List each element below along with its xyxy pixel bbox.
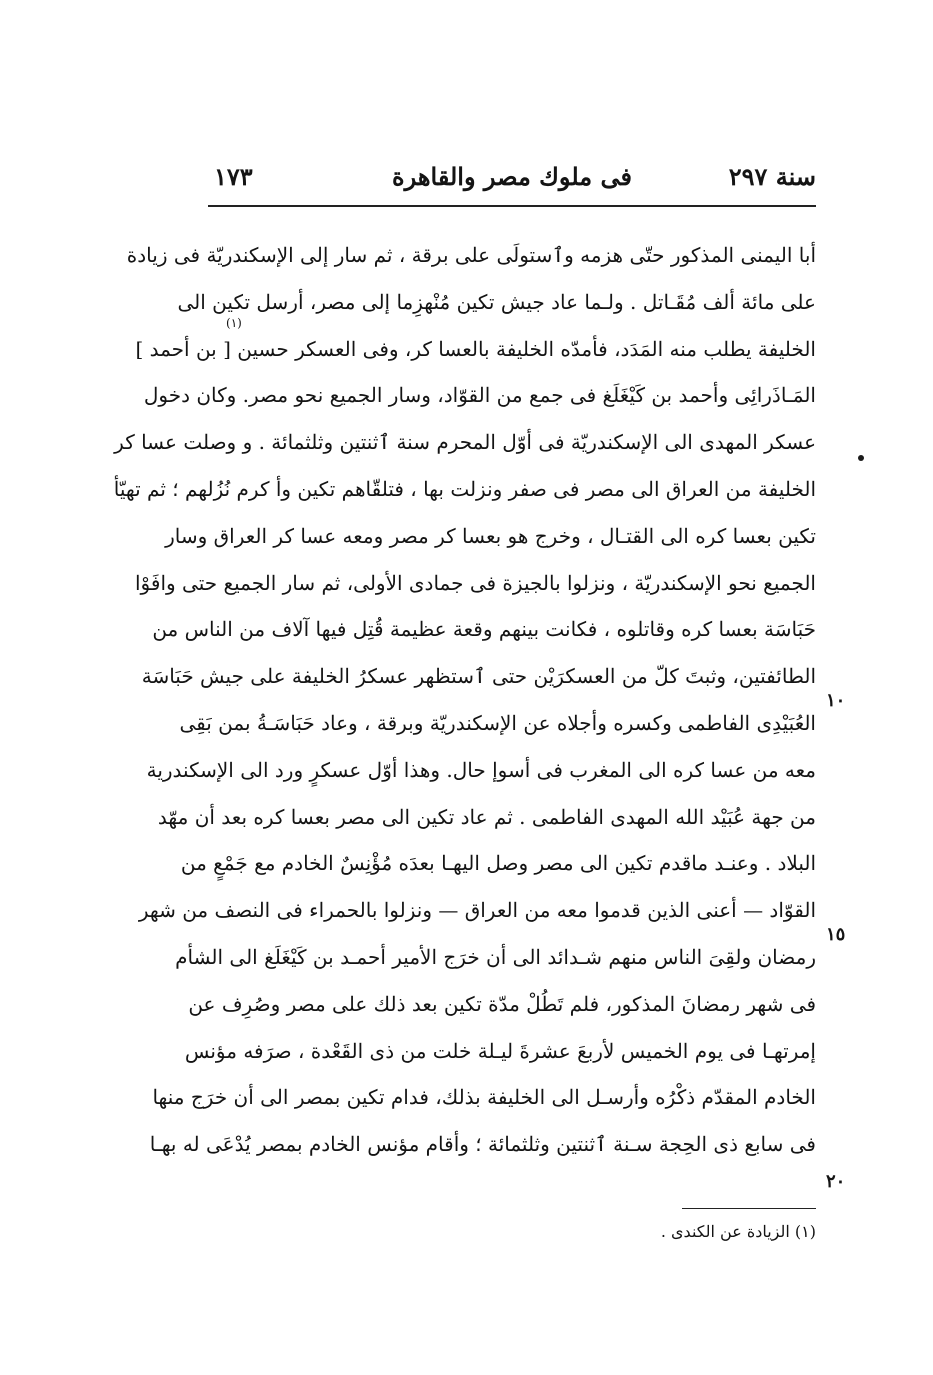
text-line: الجميع نحو الإسكندريّة ، ونزلوا بالجيزة فى جمادى الأولى، ثم سار الجميع حتى وافَوْا xyxy=(135,570,816,595)
text-line: العُبَيْدِى‌ الفاطمى‌ وكسره وأجلاه عن الإسكندريّة وبرقة ، وعاد حَبَاسَـةُ بمن بَقِى xyxy=(179,710,816,735)
text-line: الخليفة من العراق الى مصر فى صفر ونزلت بها ، فتلقّاهم تكين وأ كرم نُزُلهم ؛ ثم تهيّأ xyxy=(113,476,816,501)
margin-line-number-15: ١٥ xyxy=(826,924,846,945)
header-rule xyxy=(208,205,816,207)
footnote-marker: (١) xyxy=(226,316,242,330)
text-line: من جهة عُبَيْد الله المهدى‌ الفاطمى‌ . ثم عاد تكين الى مصر بعسا كره بعد أن مهّد xyxy=(157,804,816,829)
text-line: عسكر المهدى‌ الى الإسكندريّة فى أوّل المحرم سنة ٱثنتين وثلثمائة . و وصلت عسا كر xyxy=(114,430,816,455)
text-line: البلاد . وعنـد ماقدم تكين الى مصر وصل اليهـا بعدَه مُؤْنِسٌ الخادم مع جَمْعٍ من xyxy=(180,851,816,876)
text-line: إمرتهـا فى يوم الخميس لأربعَ عشرةَ ليـلة خلت من ذى القَعْدة ، صرَفه مؤنس xyxy=(184,1038,816,1063)
text-line: الخليفة يطلب منه المَدَد، فأمدّه الخليفة بالعسا كر، وفى العسكر حسين [ بن أحمد ] xyxy=(135,336,816,361)
text-line: تكين بعسا كره الى القتـال ، وخرج هو بعسا كر مصر ومعه عسا كر العراق وسار xyxy=(165,523,816,548)
text-line: أبا اليمنى المذكور حتّى هزمه وٱستولَى على برقة ، ثم سار إلى الإسكندريّة فى زيادة xyxy=(126,243,816,267)
text-line: الطائفتين، وثبتَ كلّ من العسكرَيْن حتى ٱستظهر عسكرُ الخليفة على جيش حَبَاسَة xyxy=(141,664,816,689)
text-line: معه من عسا كره الى المغرب فى أسوإ حال. وهذا أوّل عسكرٍ ورد الى الإسكندرية xyxy=(146,757,816,782)
text-line: القوّاد — أعنى الذين قدموا معه من العراق — ونزلوا بالحمراء فى النصف من شهر xyxy=(138,898,816,923)
text-line: رمضان ولقِىَ الناس منهم شـدائد الى أن خرَج الأمير أحمـد بن كَيْغَلَغ الى الشأم xyxy=(175,944,816,969)
header-title: فى ملوك مصر والقاهرة xyxy=(392,162,632,191)
footnote: (١) الزيادة عن الكندى . xyxy=(660,1222,816,1241)
text-line: فى شهر رمضانَ المذكور، فلم تَطُلْ مدّة تكين بعد ذلك على مصر وصُرِف عن xyxy=(188,991,816,1016)
body-text xyxy=(113,232,816,1168)
text-line: الخادم المقدّم ذكْرُه وأرسـل الى الخليفة بذلك، فدام تكين بمصر الى أن خرَج منها xyxy=(152,1085,816,1110)
text-line: المَـاذَرائِى‌ وأحمد بن كَيْغَلَغ فى جمع من القوّاد، وسار الجميع نحو مصر. وكان دخول xyxy=(143,383,816,408)
text-line: فى سابع ذى الحِجة سـنة ٱثنتين وثلثمائة ؛ وأقام مؤنس الخادم بمصر يُدْعَى له بهـا xyxy=(149,1132,816,1157)
margin-line-number-20: ٢٠ xyxy=(826,1171,846,1192)
header-year: سنة ٢٩٧ xyxy=(728,162,816,191)
text-line: حَبَاسَة بعسا كره وقاتلوه ، فكانت بينهم وقعة عظيمة قُتِل فيها آلاف من الناس من xyxy=(152,617,816,642)
running-header xyxy=(208,158,816,198)
footnote-rule xyxy=(682,1208,816,1209)
text-line: على مائة ألف مُقَـاتل . ولـما عاد جيش تكين مُنْهزِما إلى مصر، أرسل تكين الى xyxy=(177,289,816,314)
margin-line-number-10: ١٠ xyxy=(826,690,846,711)
header-page-number: ١٧٣ xyxy=(214,162,253,191)
margin-line-5-marker xyxy=(858,455,864,461)
